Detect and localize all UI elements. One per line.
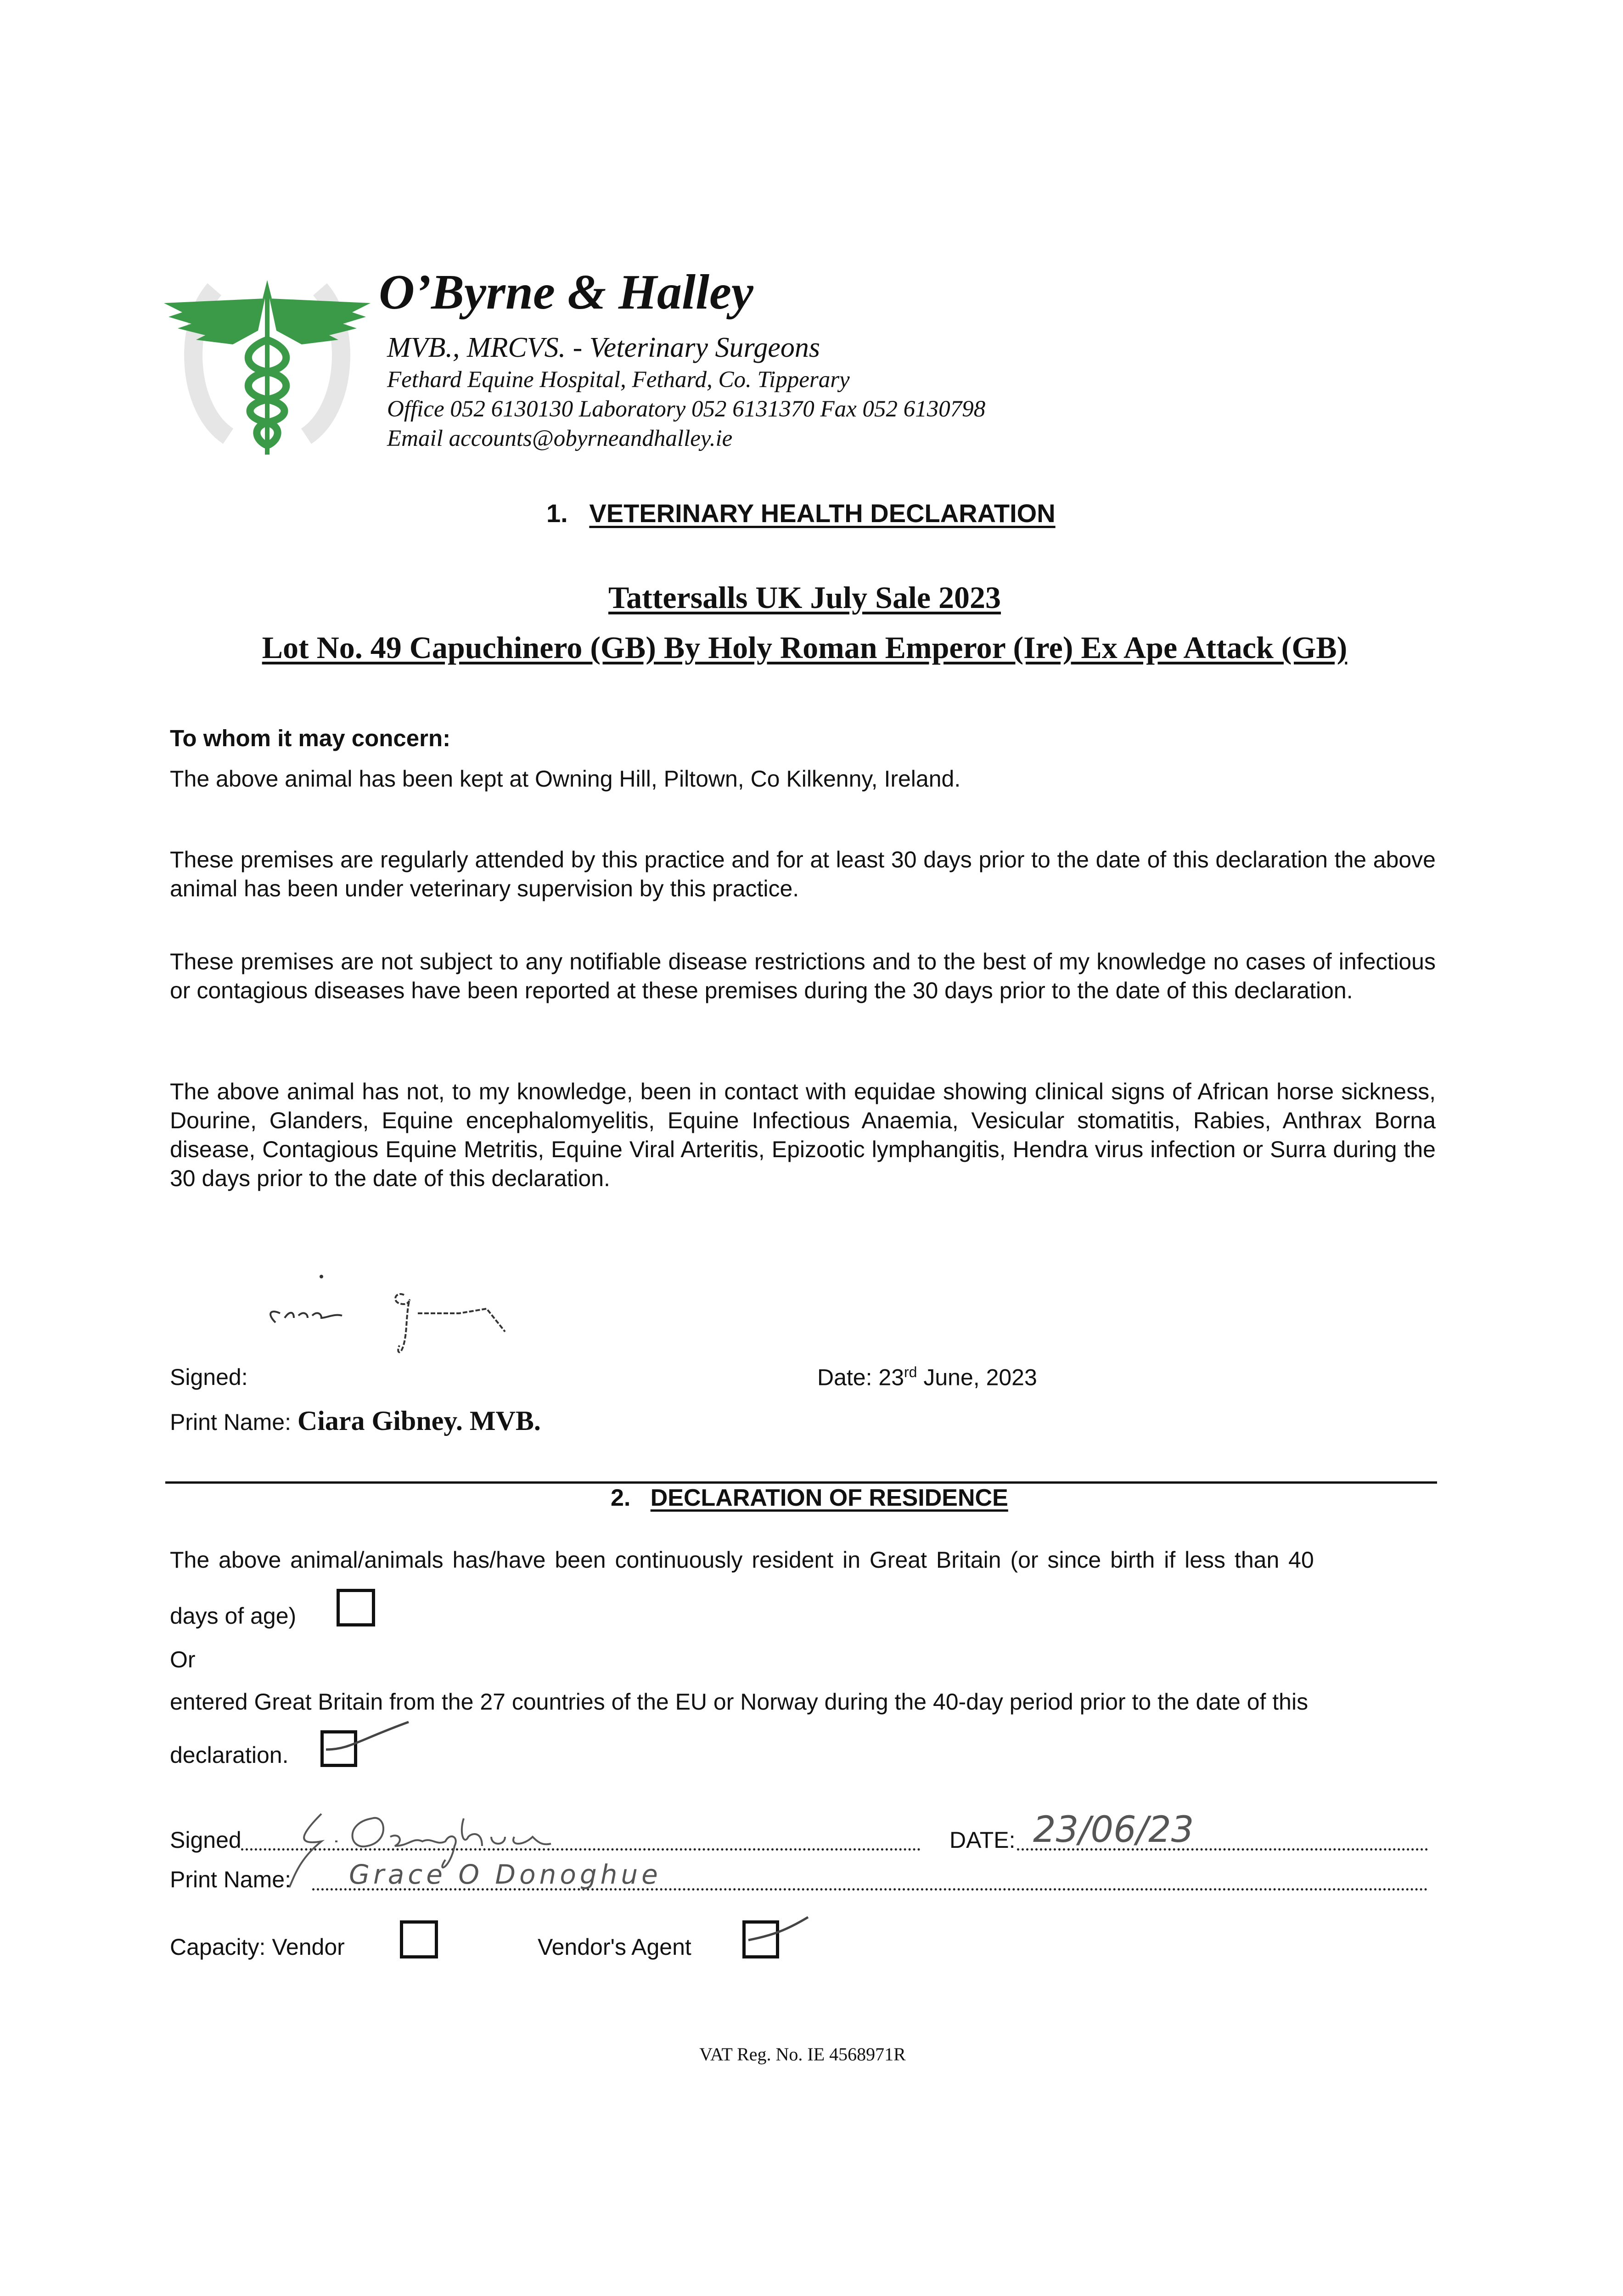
paragraph-restrictions: These premises are not subject to any notifiable disease restrictions and to the best of my knowledge no cases of infectious or contagious diseases have been reported at these premises during the 30 days prior to the date of this declaration. <box>170 949 1436 1003</box>
paragraph-supervision: These premises are regularly attended by this practice and for at least 30 days prior to the date of this declaration the above animal has been under veterinary supervision by this practice. <box>170 847 1436 901</box>
sale-title: Tattersalls UK July Sale 2023 <box>608 580 1001 615</box>
vendors-agent-label: Vendor's Agent <box>538 1934 691 1960</box>
section2-number: 2. <box>611 1485 631 1511</box>
section-divider <box>165 1481 1437 1484</box>
agent-date-label: DATE: <box>949 1827 1016 1853</box>
date-value: June, 2023 <box>917 1364 1037 1390</box>
email: Email accounts@obyrneandhalley.ie <box>387 426 733 451</box>
salutation: To whom it may concern: <box>170 725 451 751</box>
residence-option2-line2: declaration. <box>170 1742 289 1768</box>
agent-date-value: 23/06/23 <box>1033 1809 1194 1851</box>
paragraph-contact: The above animal has not, to my knowledge, been in contact with equidae showing clinical signs of African horse sickness, Dourine, Glanders, Equine encephalomyelitis, Equine Infectious Anaemia, Vesicular stomatitis, Rabies, Anthrax Borna disease, Contagious Equine Metritis, Equine Viral Arteritis, Epizootic lymphangitis, Hendra virus infection or Surra during the 30 days prior to the date of this declaration. <box>170 1079 1436 1191</box>
checkmark-icon <box>744 1913 813 1958</box>
firm-name: O’Byrne & Halley <box>379 265 753 320</box>
checkmark-icon <box>321 1717 413 1763</box>
qualifications: MVB., MRCVS. - Veterinary Surgeons <box>387 332 820 363</box>
section1-title: VETERINARY HEALTH DECLARATION <box>589 499 1056 528</box>
date-suffix: rd <box>904 1364 917 1380</box>
print-name-value: Ciara Gibney. MVB. <box>297 1406 541 1436</box>
vat-number: VAT Reg. No. IE 4568971R <box>699 2044 906 2065</box>
section1-number: 1. <box>546 499 568 528</box>
paragraph-premises: The above animal has been kept at Owning Hill, Piltown, Co Kilkenny, Ireland. <box>170 766 961 792</box>
residence-option1-line2: days of age) <box>170 1603 297 1629</box>
lot-line: Lot No. 49 Capuchinero (GB) By Holy Roman Emperor (Ire) Ex Ape Attack (GB) <box>262 630 1348 665</box>
agent-print-name-value: Grace O Donoghue <box>349 1859 662 1890</box>
agent-signed-label: Signed <box>170 1827 241 1853</box>
vet-print-name <box>170 1405 541 1437</box>
capacity-vendor-label: Capacity: Vendor <box>170 1934 345 1960</box>
residence-option2-line1: entered Great Britain from the 27 countries of the EU or Norway during the 40-day period prior to the date of this <box>170 1689 1309 1715</box>
agent-print-name-label: Print Name: <box>170 1867 291 1892</box>
residence-option1-checkbox[interactable] <box>337 1589 375 1626</box>
print-name-label: Print Name: <box>170 1409 291 1435</box>
address: Fethard Equine Hospital, Fethard, Co. Tipperary <box>387 367 850 393</box>
section1-heading <box>546 498 1056 528</box>
section2-title: DECLARATION OF RESIDENCE <box>650 1485 1008 1511</box>
residence-option1-line1: The above animal/animals has/have been continuously resident in Great Britain (or since birth if less than 40 <box>170 1547 1314 1573</box>
caduceus-horseshoe-icon <box>164 271 371 459</box>
vet-date <box>817 1364 1037 1391</box>
date-label: Date: 23 <box>817 1364 904 1390</box>
vet-signed-label: Signed: <box>170 1364 248 1390</box>
or-label: Or <box>170 1647 196 1672</box>
section2-heading <box>611 1484 1008 1512</box>
phones: Office 052 6130130 Laboratory 052 6131370 Fax 052 6130798 <box>387 396 986 422</box>
vet-signature <box>266 1267 551 1373</box>
vendor-checkbox[interactable] <box>400 1920 438 1958</box>
